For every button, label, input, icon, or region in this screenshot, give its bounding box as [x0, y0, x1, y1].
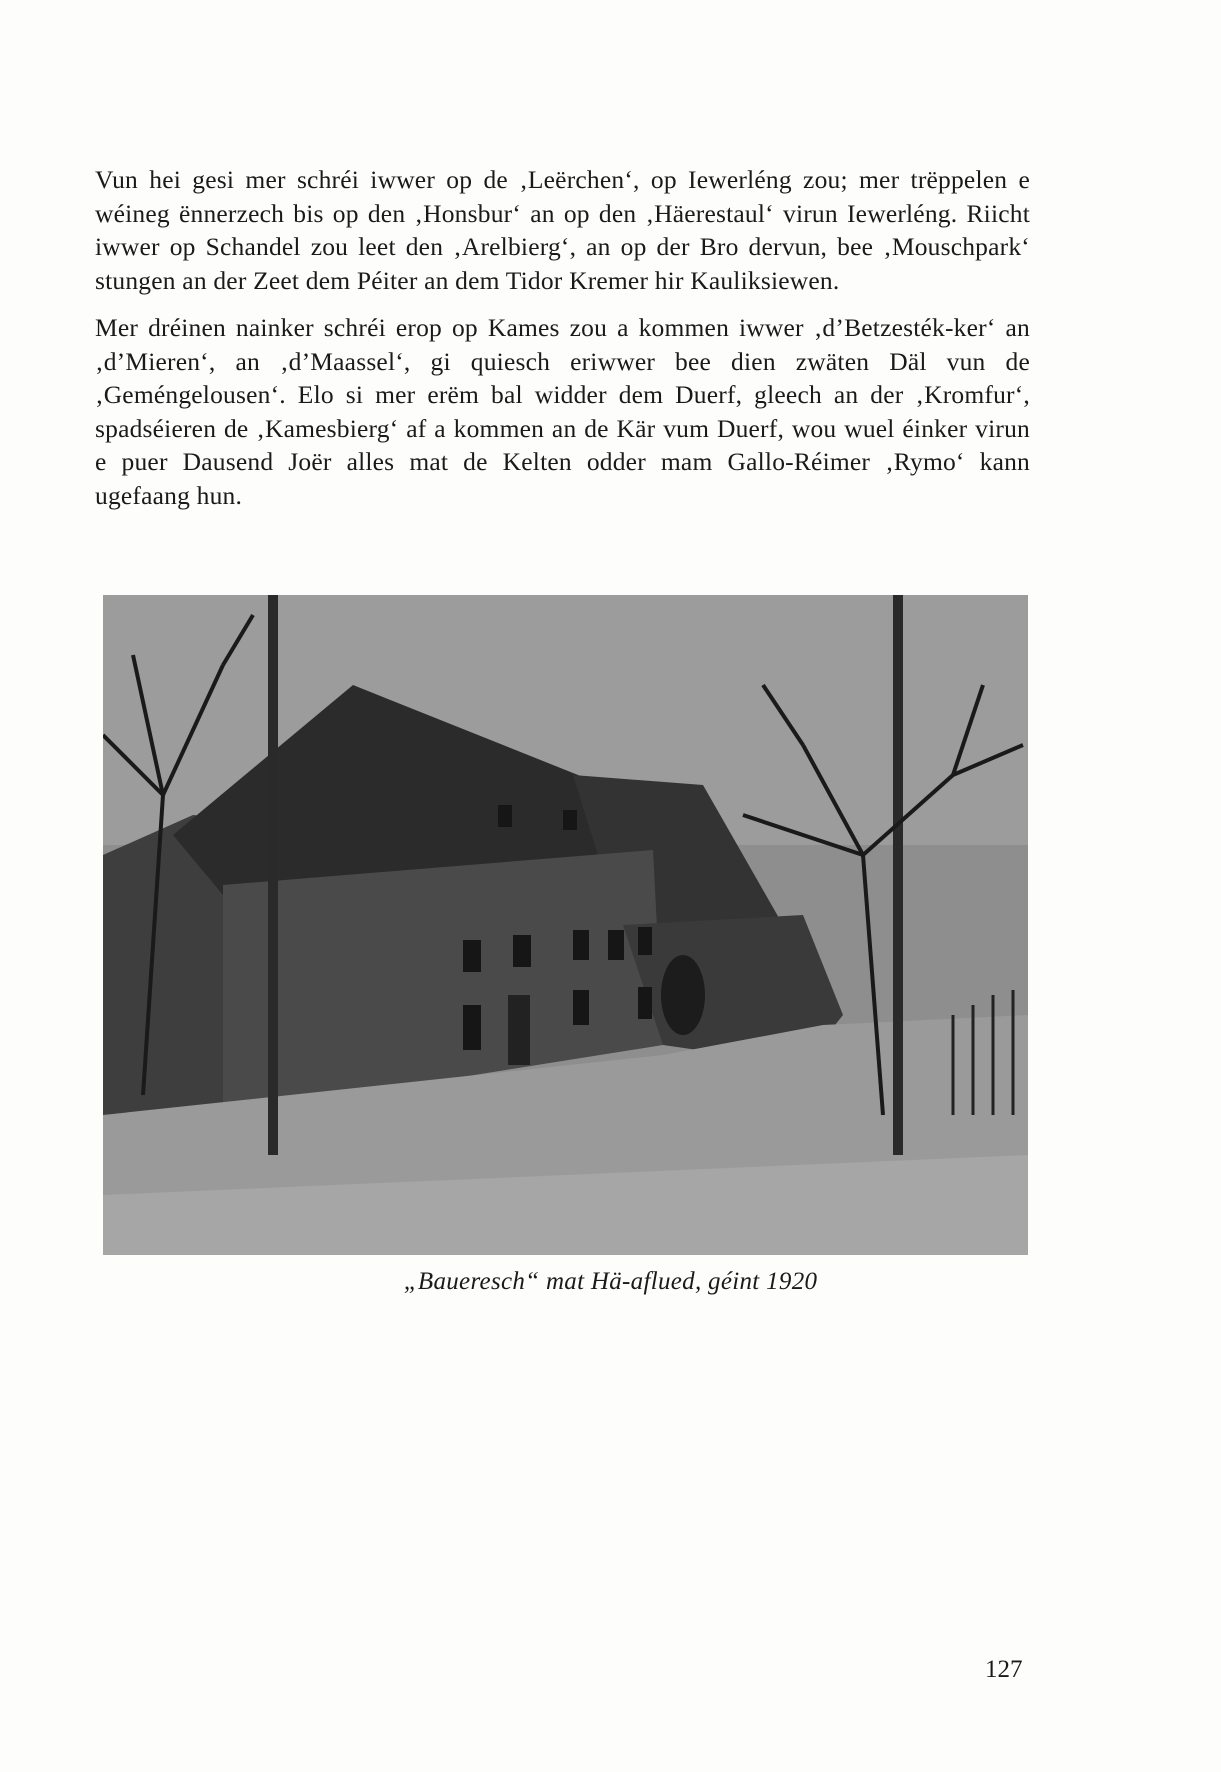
caption-text: mat Hä-aflued, géint 1920	[539, 1268, 818, 1295]
body-text	[95, 163, 1030, 526]
page-number: 127	[985, 1656, 1023, 1683]
paragraph-2: Mer dréinen nainker schréi erop op Kames zou a kommen iwwer ‚d’Betzesték-ker‘ an ‚d’Mieren‘, an ‚d’Maassel‘, gi quiesch eriwwer bee dien zwäten Däl vun de ‚Geméngelousen‘. Elo si mer erëm bal widder dem Duerf, gleech an der ‚Kromfur‘, spadséieren de ‚Kamesbierg‘ af a kommen an de Kär vum Duerf, wou wuel éinker virun e puer Dausend Joër alles mat de Kelten odder mam Gallo-Réimer ‚Rymo‘ kann ugefaang hun.	[95, 313, 1030, 510]
caption-quoted-title: „Baueresch“	[403, 1268, 540, 1295]
historic-farmhouse-photo	[103, 595, 1028, 1255]
paragraph-1: Vun hei gesi mer schréi iwwer op de ‚Leërchen‘, op Iewerléng zou; mer trëppelen e wéineg ënnerzech bis op den ‚Honsbur‘ an op den ‚Häerestaul‘ virun Iewerléng. Riicht iwwer op Schandel zou leet den ‚Arelbierg‘, an op der Bro dervun, bee ‚Mouschpark‘ stungen an der Zeet dem Péiter an dem Tidor Kremer hir Kauliksiewen.	[95, 165, 1030, 295]
photo-caption	[0, 1268, 1221, 1296]
photo-illustration	[103, 595, 1028, 1255]
